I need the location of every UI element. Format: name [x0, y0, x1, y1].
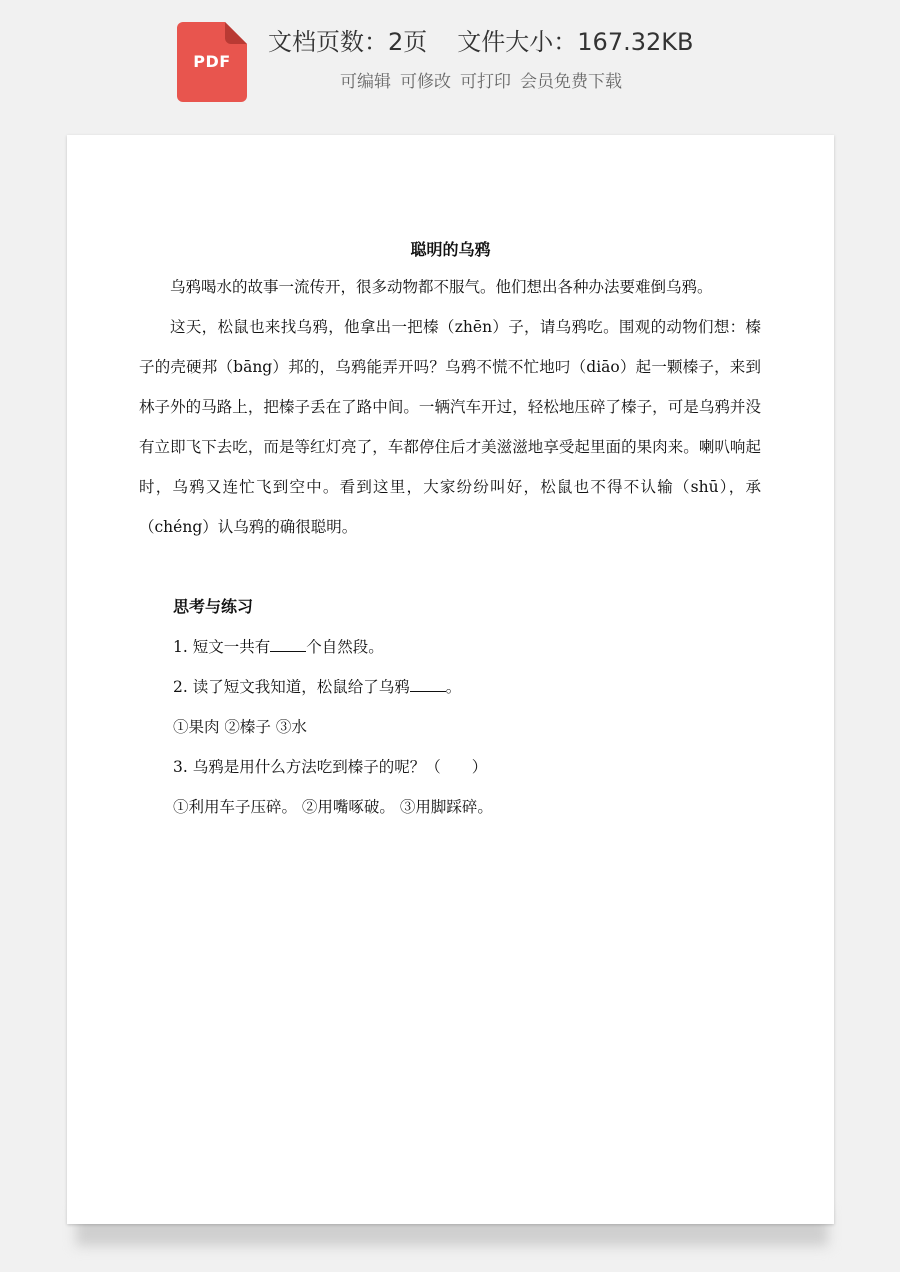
file-meta [268, 22, 693, 57]
header [0, 0, 900, 125]
feature-modifiable: 可修改 [400, 72, 451, 92]
page-count: 文档页数：2页 [268, 28, 428, 56]
practice-section [173, 587, 773, 827]
file-size: 文件大小：167.32KB [457, 28, 694, 56]
answer-blank-2[interactable] [410, 677, 446, 692]
feature-editable: 可编辑 [340, 72, 391, 92]
practice-heading: 思考与练习 [173, 597, 254, 616]
question-1: 1. 短文一共有 个自然段。 [173, 638, 384, 656]
answer-blank-1[interactable] [270, 637, 306, 652]
story-body [139, 267, 761, 547]
question-2-options: ①果肉 ②榛子 ③水 [173, 718, 307, 736]
feature-list [340, 67, 631, 92]
question-3: 3. 乌鸦是用什么方法吃到榛子的呢？（ ） [173, 758, 488, 776]
pdf-badge-label: PDF [193, 52, 231, 71]
pdf-file-icon [177, 22, 247, 102]
paragraph-1: 乌鸦喝水的故事一流传开，很多动物都不服气。他们想出各种办法要难倒乌鸦。 [170, 278, 713, 296]
paragraph-2: 这天，松鼠也来找乌鸦，他拿出一把榛（zhēn）子，请乌鸦吃。围观的动物们想：榛子的壳硬邦（bāng）邦的，乌鸦能弄开吗？乌鸦不慌不忙地叼（diāo）起一颗榛子，来到林子外的马路上，把榛子丢在了路中间。一辆汽车开过，轻松地压碎了榛子，可是乌鸦并没有立即飞下去吃，而是等红灯亮了，车都停住后才美滋滋地享受起里面的果肉来。喇叭响起时，乌鸦又连忙飞到空中。看到这里，大家纷纷叫好，松鼠也不得不认输（shū），承（chéng）认乌鸦的确很聪明。 [139, 318, 761, 536]
document-title: 聪明的乌鸦 [410, 240, 491, 259]
question-2: 2. 读了短文我知道，松鼠给了乌鸦 。 [173, 678, 462, 696]
feature-printable: 可打印 [460, 72, 511, 92]
feature-free-download: 会员免费下载 [520, 72, 622, 92]
question-3-options: ①利用车子压碎。 ②用嘴啄破。 ③用脚踩碎。 [173, 798, 493, 816]
document-page [67, 135, 834, 1224]
